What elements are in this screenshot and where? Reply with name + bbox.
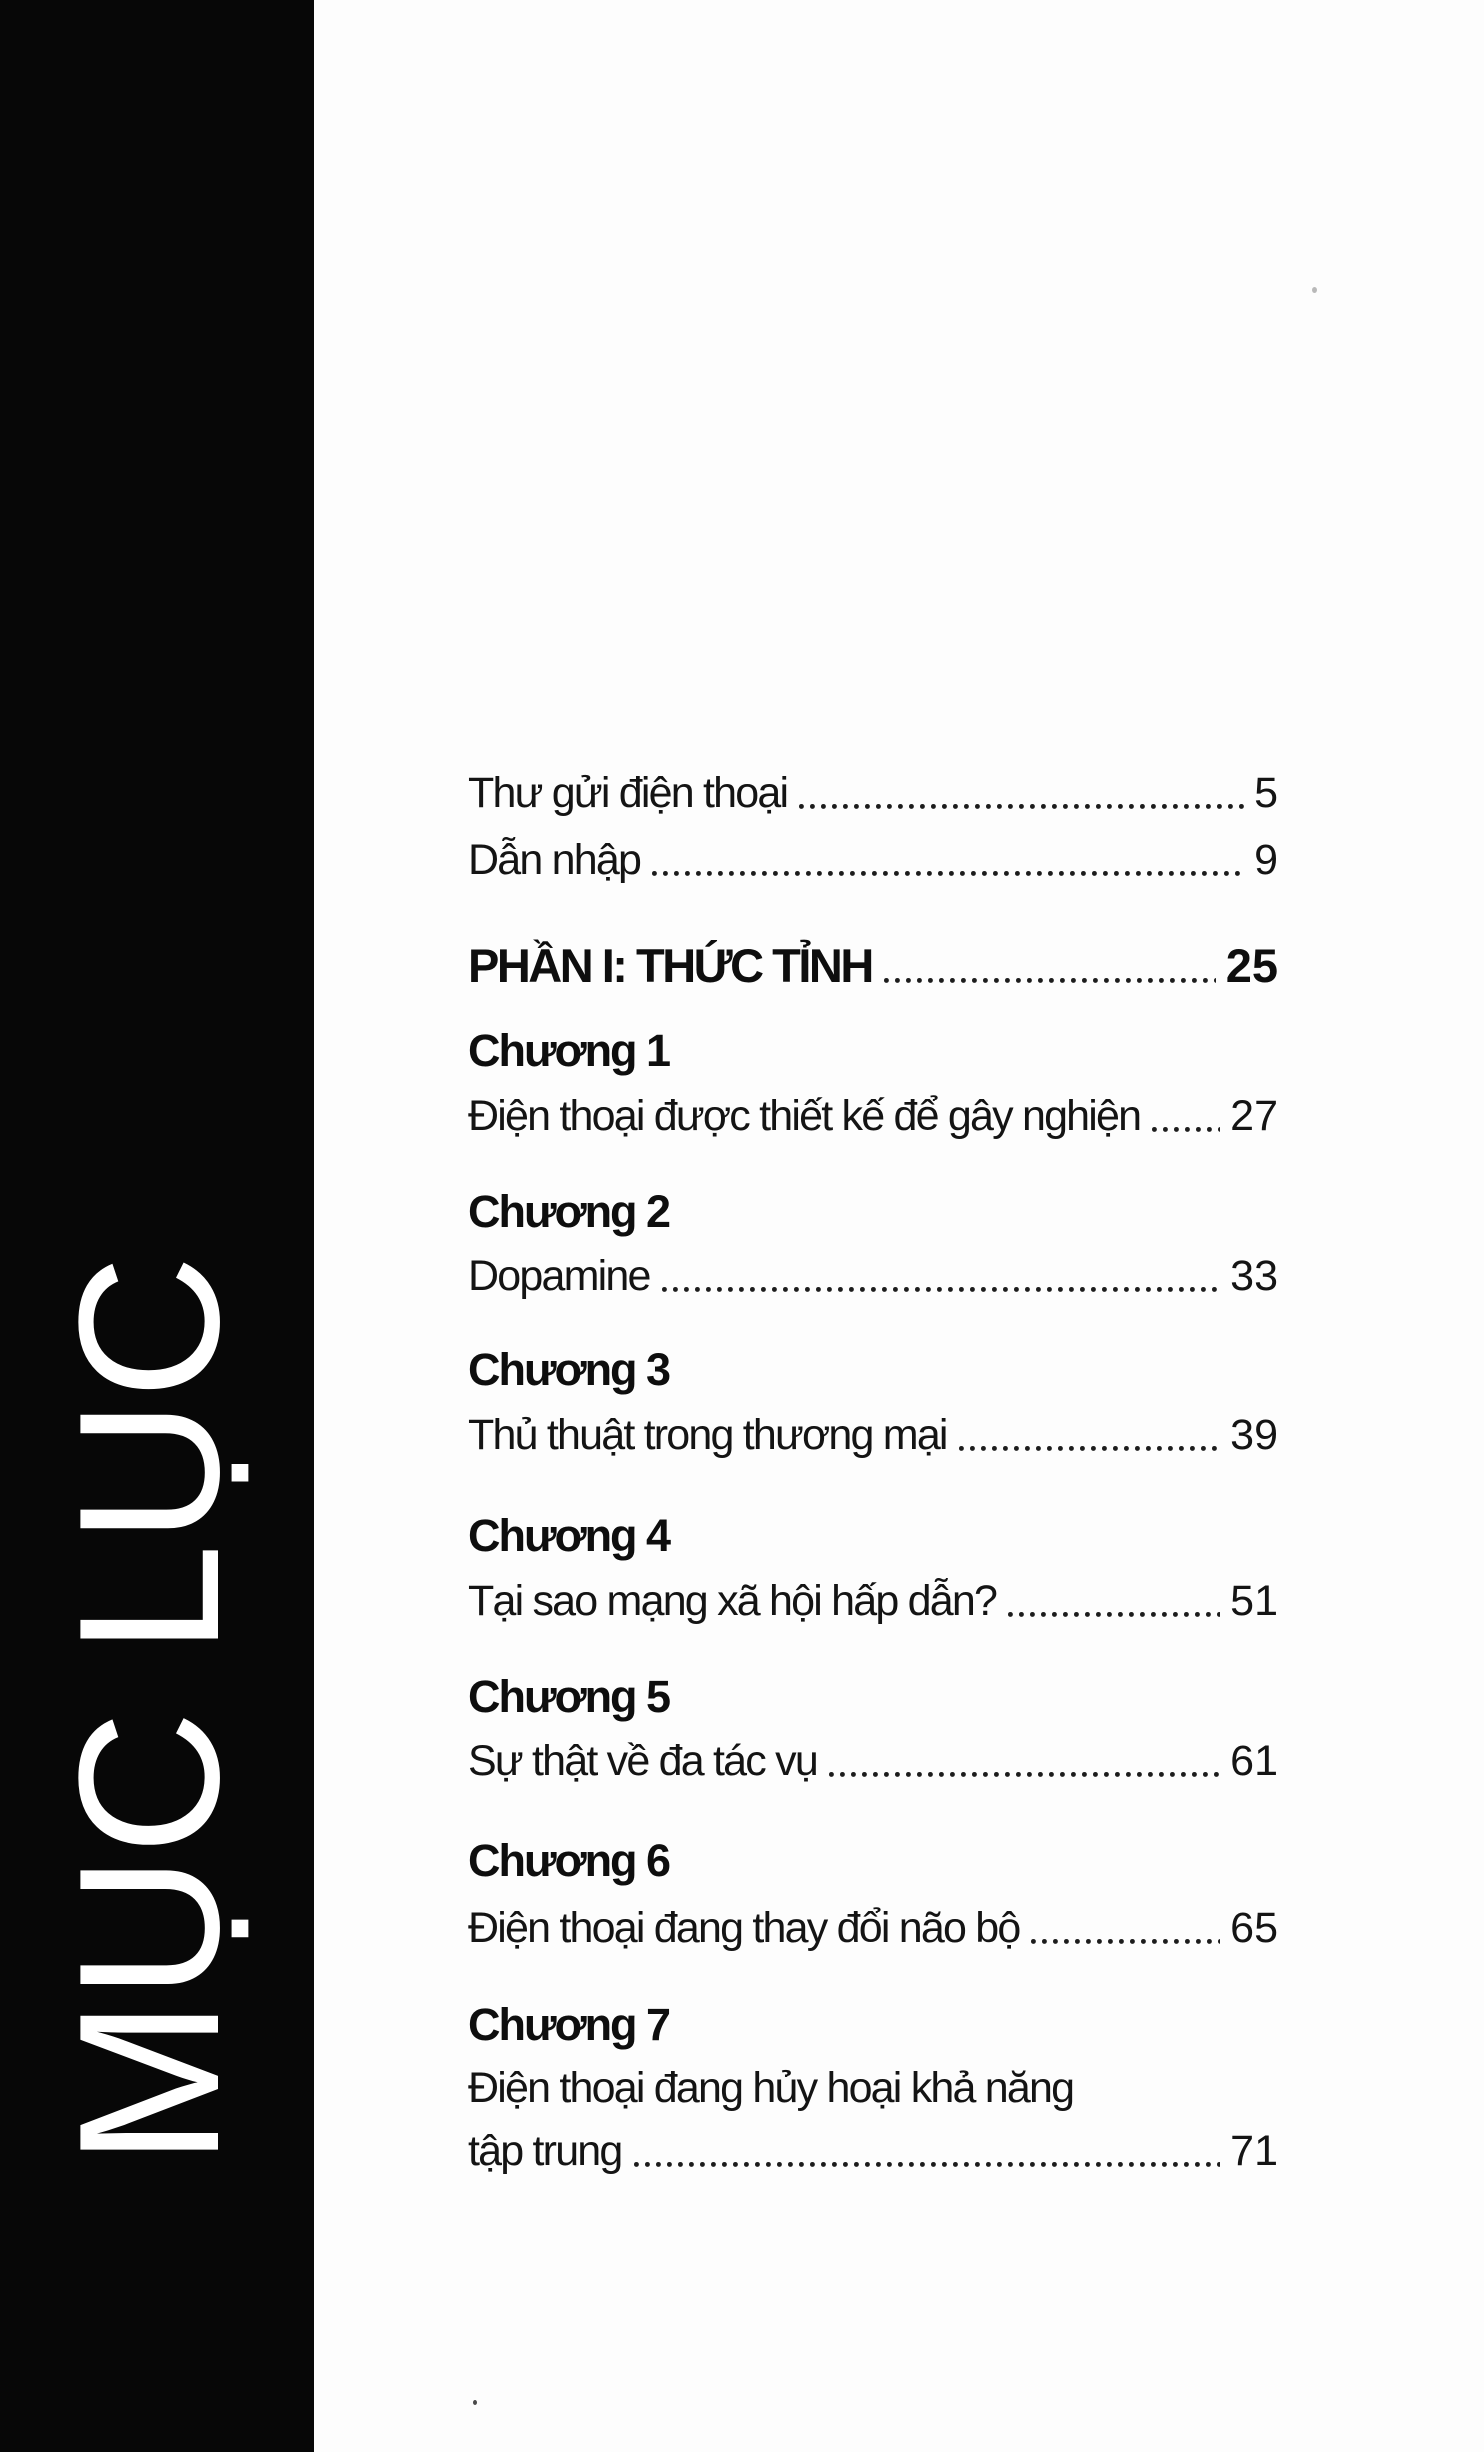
chapter-heading-label: Chương 4 [468, 1510, 670, 1561]
toc-row [468, 1576, 1278, 1628]
toc-chapter-heading [468, 1998, 1278, 2052]
toc-row [468, 2126, 1278, 2178]
dot-leader [1031, 1939, 1220, 1944]
dot-leader [662, 1287, 1221, 1292]
toc-entry-page: 27 [1230, 1092, 1278, 1140]
toc-chapter-heading [468, 1509, 1278, 1563]
toc-chapter-heading [468, 1343, 1278, 1397]
toc-chapter-heading [468, 1834, 1278, 1888]
toc-row [468, 1251, 1278, 1303]
toc-row-part [468, 938, 1278, 994]
toc-entry-title: Sự thật về đa tác vụ [468, 1737, 817, 1785]
chapter-heading-label: Chương 5 [468, 1671, 670, 1722]
toc-entry-page: 9 [1254, 836, 1278, 884]
toc-row [468, 768, 1278, 820]
spine-bar [0, 0, 314, 2452]
toc-entry-title: Điện thoại đang thay đổi não bộ [468, 1904, 1020, 1952]
dot-leader [1152, 1127, 1220, 1132]
toc-part-title: PHẦN I: THỨC TỈNH [468, 939, 872, 992]
scan-speck [473, 2400, 477, 2405]
dot-leader [634, 2162, 1221, 2167]
toc-row [468, 835, 1278, 887]
toc-entry-title-continued: tập trung [468, 2127, 622, 2175]
toc-entry-page: 65 [1230, 1904, 1278, 1952]
toc-chapter-heading [468, 1185, 1278, 1239]
toc-entry-page: 61 [1230, 1737, 1278, 1785]
toc-row [468, 1903, 1278, 1955]
chapter-heading-label: Chương 3 [468, 1344, 670, 1395]
dot-leader [829, 1772, 1220, 1777]
toc-content [468, 0, 1278, 2452]
chapter-heading-label: Chương 2 [468, 1186, 670, 1237]
scan-speck [1312, 287, 1317, 293]
toc-entry-page: 71 [1230, 2127, 1278, 2175]
toc-entry-page: 33 [1230, 1252, 1278, 1300]
toc-entry-title: Điện thoại đang hủy hoại khả năng [468, 2064, 1074, 2112]
toc-entry-page: 51 [1230, 1577, 1278, 1625]
dot-leader [884, 978, 1216, 983]
dot-leader [652, 871, 1244, 876]
dot-leader [1008, 1612, 1220, 1617]
toc-chapter-heading [468, 1024, 1278, 1078]
chapter-heading-label: Chương 7 [468, 1999, 670, 2050]
dot-leader [799, 804, 1244, 809]
toc-row [468, 1736, 1278, 1788]
toc-row [468, 2063, 1278, 2115]
chapter-heading-label: Chương 1 [468, 1025, 670, 1076]
spine-title: MỤC LỤC [38, 1254, 261, 2166]
toc-entry-page: 5 [1254, 769, 1278, 817]
toc-row [468, 1410, 1278, 1462]
toc-part-page: 25 [1225, 939, 1278, 992]
toc-row [468, 1091, 1278, 1143]
toc-entry-title: Tại sao mạng xã hội hấp dẫn? [468, 1577, 997, 1625]
chapter-heading-label: Chương 6 [468, 1835, 670, 1886]
toc-entry-title: Dopamine [468, 1252, 650, 1300]
toc-chapter-heading [468, 1670, 1278, 1724]
toc-entry-title: Điện thoại được thiết kế để gây nghiện [468, 1092, 1141, 1140]
dot-leader [959, 1446, 1220, 1451]
toc-entry-title: Thủ thuật trong thương mại [468, 1411, 947, 1459]
toc-entry-title: Dẫn nhập [468, 836, 641, 884]
toc-entry-title: Thư gửi điện thoại [468, 769, 788, 817]
toc-entry-page: 39 [1230, 1411, 1278, 1459]
